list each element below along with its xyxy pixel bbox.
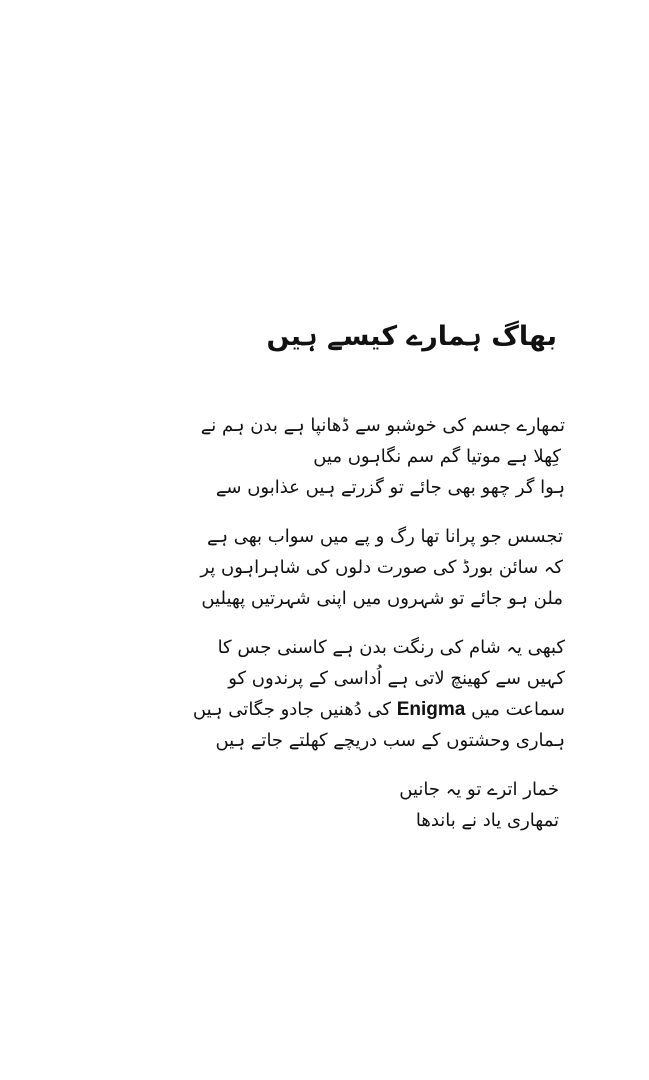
poem-title: بھاگ ہمارے کیسے ہیں xyxy=(266,321,557,352)
poem-line: کبھی یہ شام کی رنگت بدن ہے کاسنی جس کا xyxy=(217,637,565,658)
stanza-4 xyxy=(205,774,565,836)
poem-line: تمھارے جسم کی خوشبو سے ڈھانپا ہے بدن ہم نے xyxy=(200,415,565,436)
poem-line-mixed xyxy=(192,694,565,725)
poem-line: کہ سائن بورڈ کی صورت دلوں کی شاہراہوں پر xyxy=(200,557,563,578)
poem-line: خمار اترے تو یہ جانیں xyxy=(399,779,559,800)
poem-line: تمھاری یاد نے باندھا xyxy=(415,810,559,831)
poem xyxy=(192,318,565,854)
stanza-3 xyxy=(192,632,565,756)
stanza-1 xyxy=(200,410,565,503)
poem-line: تجسس جو پرانا تھا رگ و پے میں سواب بھی ہے xyxy=(206,526,563,547)
poem-line: کہیں سے کھینچ لاتی ہے اُداسی کے پرندوں کو xyxy=(228,668,565,689)
enigma-word: Enigma xyxy=(396,699,466,720)
poem-line-part: کی دُھنیں جادو جگاتی ہیں xyxy=(192,699,392,720)
poem-line: ہوا گر چھو بھی جائے تو گزرتے ہیں عذابوں سے xyxy=(215,477,565,498)
poem-line: کِھلا ہے موتیا گم سم نگاہوں میں xyxy=(313,446,561,467)
stanza-2 xyxy=(200,521,565,614)
poem-line-part: سماعت میں xyxy=(471,699,565,720)
poem-line: ملن ہو جائے تو شہروں میں اپنی شہرتیں پھیلیں xyxy=(201,588,563,609)
poem-line: ہماری وحشتوں کے سب دریچے کھلتے جاتے ہیں xyxy=(215,730,565,751)
